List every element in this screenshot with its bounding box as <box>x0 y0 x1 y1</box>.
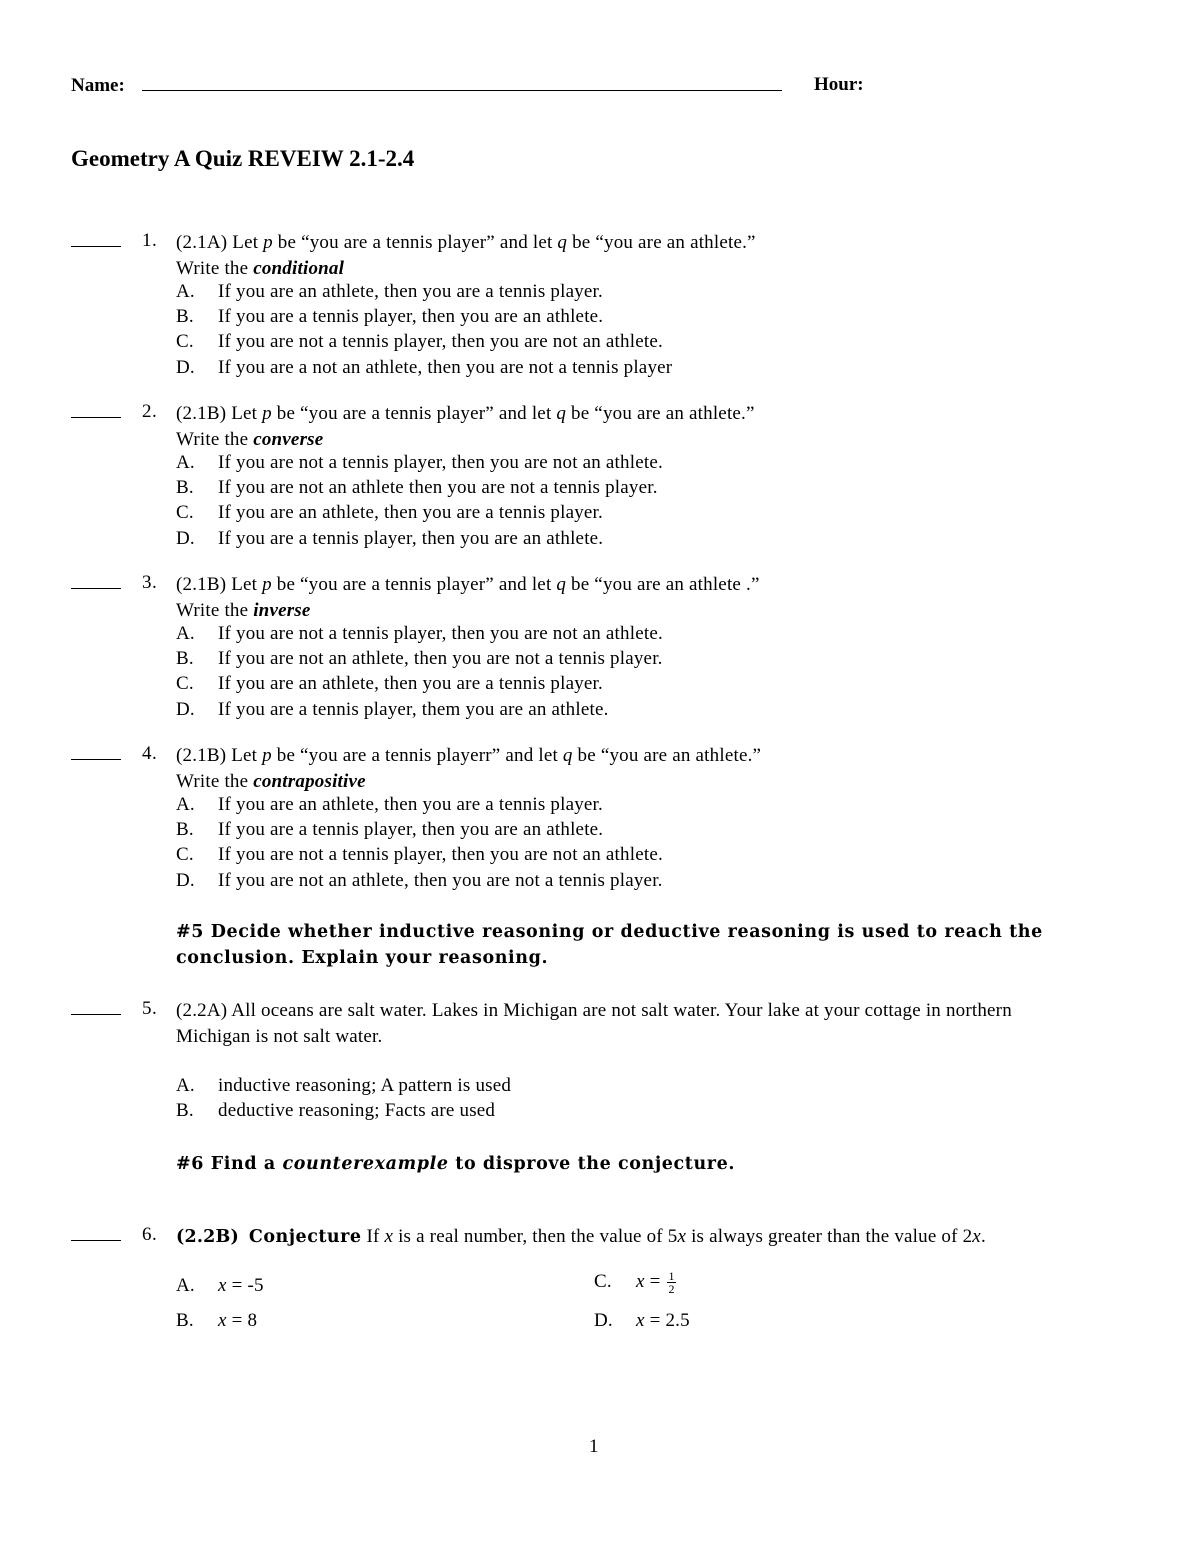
question-stem: (2.2B) Conjecture If x is a real number, then the value of 5x is always greater than the value of 2x. <box>176 1226 986 1247</box>
option-d: D. If you are a tennis player, then you are an athlete. <box>176 528 604 549</box>
fraction: $\frac{1}{2}$ <box>668 1269 675 1296</box>
question-stem: (2.1A) Let p be “you are a tennis player” and let q be “you are an athlete.” Write the conditional <box>176 232 756 279</box>
option-c: C. If you are not a tennis player, then you are not an athlete. <box>176 844 663 865</box>
option-b: B. If you are not an athlete, then you are not a tennis player. <box>176 648 663 669</box>
option-a: A. If you are not a tennis player, then you are not an athlete. <box>176 623 663 644</box>
term-contrapositive: contrapositive <box>253 770 366 792</box>
page-number: 1 <box>589 1436 599 1457</box>
option-b: B. deductive reasoning; Facts are used <box>176 1100 496 1121</box>
question-stem: (2.2A) All oceans are salt water. Lakes in Michigan are not salt water. Your lake at your cottage in northern Michigan is not salt water. <box>176 1000 1012 1047</box>
question-stem: (2.1B) Let p be “you are a tennis player” and let q be “you are an athlete .” Write the inverse <box>176 574 760 621</box>
option-a: A. inductive reasoning; A pattern is used <box>176 1075 512 1096</box>
section-5-instruction: #5 Decide whether inductive reasoning or deductive reasoning is used to reach the conclusion. Explain your reasoning. <box>176 922 1043 968</box>
option-c: C. If you are an athlete, then you are a tennis player. <box>176 502 603 523</box>
question-stem: (2.1B) Let p be “you are a tennis playerr” and let q be “you are an athlete.” Write the contrapositive <box>176 745 762 792</box>
question-number: 2. <box>142 401 158 422</box>
name-line[interactable] <box>142 74 782 91</box>
answer-blank[interactable] <box>71 572 121 589</box>
question-stem: (2.1B) Let p be “you are a tennis player” and let q be “you are an athlete.” Write the converse <box>176 403 755 450</box>
question-number: 5. <box>142 998 158 1019</box>
option-c: C. If you are not a tennis player, then you are not an athlete. <box>176 331 663 352</box>
option-c: C. x = $\frac{1}{2}$ <box>594 1269 675 1296</box>
term-inverse: inverse <box>253 599 311 621</box>
answer-blank[interactable] <box>71 998 121 1015</box>
option-d: D. If you are a tennis player, them you are an athlete. <box>176 699 609 720</box>
option-a: A. If you are an athlete, then you are a tennis player. <box>176 281 603 302</box>
term-conditional: conditional <box>253 257 345 279</box>
question-number: 4. <box>142 743 158 764</box>
term-counterexample: counterexample <box>282 1154 449 1174</box>
answer-blank[interactable] <box>71 1224 121 1241</box>
option-a: A. x = -5 <box>176 1275 264 1296</box>
option-d: D. x = 2.5 <box>594 1310 690 1331</box>
name-field[interactable] <box>71 74 782 97</box>
option-b: B. If you are a tennis player, then you are an athlete. <box>176 306 604 327</box>
answer-blank[interactable] <box>71 401 121 418</box>
question-number: 3. <box>142 572 158 593</box>
hour-label: Hour: <box>814 74 864 95</box>
answer-blank[interactable] <box>71 230 121 247</box>
term-converse: converse <box>253 428 324 450</box>
option-d: D. If you are a not an athlete, then you are not a tennis player <box>176 357 673 378</box>
hour-field[interactable] <box>814 74 878 96</box>
question-number: 6. <box>142 1224 158 1245</box>
option-a: A. If you are not a tennis player, then you are not an athlete. <box>176 452 663 473</box>
option-c: C. If you are an athlete, then you are a tennis player. <box>176 673 603 694</box>
page-title: Geometry A Quiz REVEIW 2.1-2.4 <box>71 146 415 171</box>
question-number: 1. <box>142 230 158 251</box>
option-a: A. If you are an athlete, then you are a tennis player. <box>176 794 603 815</box>
option-b: B. If you are a tennis player, then you are an athlete. <box>176 819 604 840</box>
name-label: Name: <box>71 75 125 96</box>
section-6-instruction: #6 Find a counterexample to disprove the conjecture. <box>176 1154 736 1174</box>
option-d: D. If you are not an athlete, then you are not a tennis player. <box>176 870 663 891</box>
option-b: B. x = 8 <box>176 1310 258 1331</box>
answer-blank[interactable] <box>71 743 121 760</box>
option-b: B. If you are not an athlete then you are not a tennis player. <box>176 477 658 498</box>
